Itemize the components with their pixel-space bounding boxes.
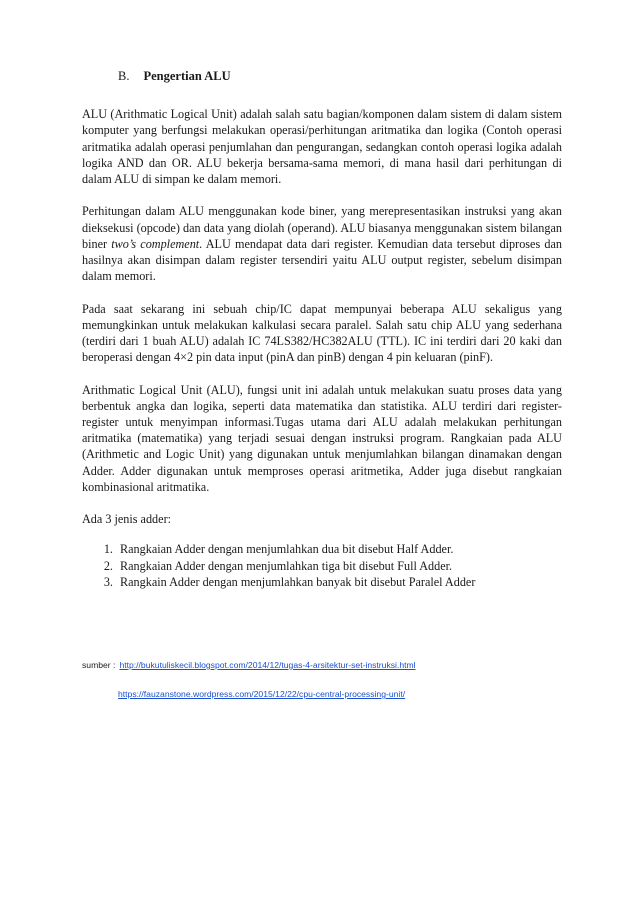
list-item: 2. Rangkaian Adder dengan menjumlahkan tiga bit disebut Full Adder. — [116, 558, 562, 574]
paragraph-binary-text-1: Perhitungan dalam ALU menggunakan kode biner, yang merepresentasikan instruksi yang akan dieksekusi (opcode) dan data yang diolah (operand). ALU biasanya menggunakan sistem bilangan biner — [82, 204, 562, 251]
source-row — [118, 689, 608, 699]
paragraph-function: Arithmatic Logical Unit (ALU), fungsi unit ini adalah untuk melakukan suatu proses data yang berbentuk angka dan logika, seperti data matematika dan statistika. ALU terdiri dari register-register untuk menyimpan informasi.Tugas utama dari ALU adalah melakukan perhitungan aritmatika (matematika) yang terjadi sesuai dengan instruksi program. Rangkaian pada ALU (Arithmetic and Logic Unit) yang digunakan untuk menjumlahkan bilangan dinamakan dengan Adder. Adder digunakan untuk memproses operasi aritmetika, Adder juga disebut rangkaian kombinasional aritmatika. — [82, 382, 562, 494]
adder-intro: Ada 3 jenis adder: — [82, 512, 172, 527]
list-item: 3. Rangkain Adder dengan menjumlahkan banyak bit disebut Paralel Adder — [116, 574, 562, 590]
section-number: B. — [118, 69, 130, 83]
source-row — [82, 660, 608, 670]
paragraph-definition: ALU (Arithmatic Logical Unit) adalah salah satu bagian/komponen dalam sistem di dalam sistem komputer yang berfungsi melakukan operasi/perhitungan aritmatika dan logika (Contoh operasi aritmatika adalah operasi penjumlahan dan pengurangan, sedangkan contoh operasi logika adalah logika AND dan OR. ALU bekerja bersama-sama memori, di mana hasil dari perhitungan di dalam ALU di simpan ke dalam memori. — [82, 107, 562, 187]
section-title: Pengertian ALU — [143, 69, 231, 83]
sources-label: sumber : — [82, 660, 116, 670]
source-link-1[interactable]: http://bukutuliskecil.blogspot.com/2014/12/tugas-4-arsitektur-set-instruksi.html — [119, 660, 416, 670]
section-heading — [118, 68, 562, 84]
twos-complement-term: two’s complement — [111, 236, 200, 251]
sources-section — [82, 660, 608, 699]
source-link-2[interactable]: https://fauzanstone.wordpress.com/2015/12/22/cpu-central-processing-unit/ — [118, 689, 406, 699]
adder-list — [82, 541, 562, 590]
list-item: 1. Rangkaian Adder dengan menjumlahkan dua bit disebut Half Adder. — [116, 541, 562, 557]
paragraph-chip: Pada saat sekarang ini sebuah chip/IC dapat mempunyai beberapa ALU sekaligus yang memungkinkan untuk melakukan kalkulasi secara paralel. Salah satu chip ALU yang sederhana (terdiri dari 1 buah ALU) adalah IC 74LS382/HC382ALU (TTL). IC ini terdiri dari 20 kaki dan beroperasi dengan 4×2 pin data input (pinA dan pinB) dengan 4 pin keluaran (pinF). — [82, 301, 562, 365]
paragraph-binary — [82, 203, 562, 284]
paragraph-binary-text-2: . ALU mendapat data dari register. Kemudian data tersebut diproses dan hasilnya akan disimpan dalam register tersendiri yaitu ALU output register, sebelum disimpan dalam memori. — [82, 236, 562, 284]
